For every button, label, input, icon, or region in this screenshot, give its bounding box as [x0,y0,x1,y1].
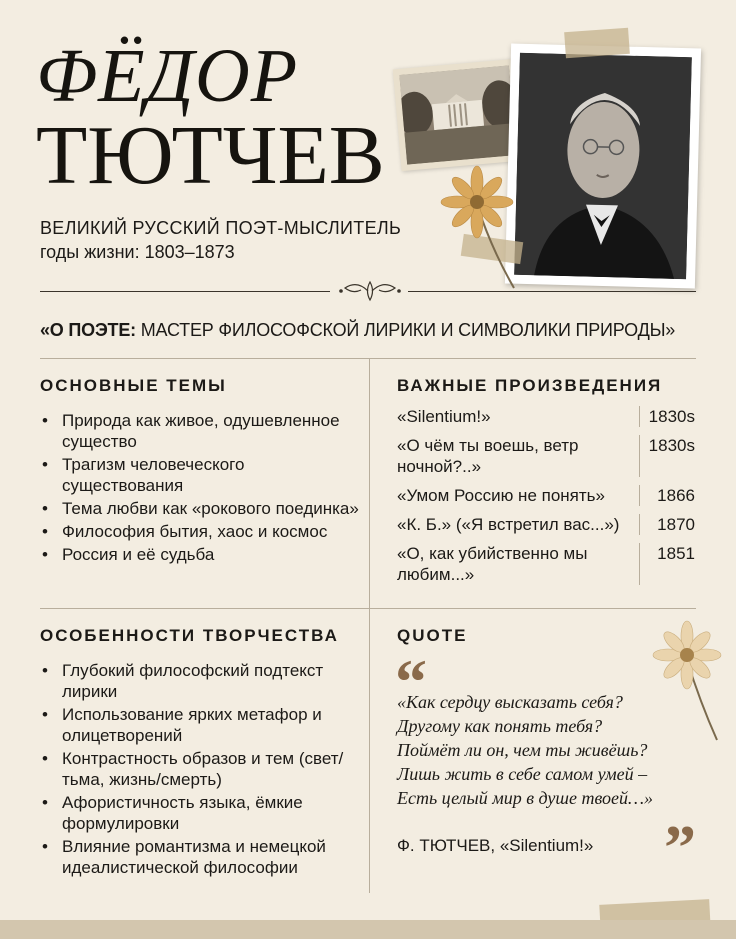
quote-signature: Ф. ТЮТЧЕВ, «Silentium!» [397,836,594,855]
quote-line: Другому как понять тебя? [397,716,603,736]
dried-flower-icon [432,160,522,290]
estate-photo [393,59,523,171]
quote-line: «Как сердцу высказать себя? [397,692,623,712]
list-item: • Влияние романтизма и немецкой идеалистической философии [40,836,365,878]
list-item: • Философия бытия, хаос и космос [40,521,360,542]
quote-line: Поймёт ли он, чем ты живёшь? [397,740,648,760]
list-item: • Использование ярких метафор и олицетворений [40,704,365,746]
work-year: 1830s [639,435,697,477]
bottom-band [0,920,736,939]
work-title: «К. Б.» («Я встретил вас...») [397,515,620,534]
about-label: «О ПОЭТЕ: [40,320,136,340]
list-item: • Контрастность образов и тем (свет/тьма, жизнь/смерть) [40,748,365,790]
poet-subtitle: ВЕЛИКИЙ РУССКИЙ ПОЭТ-МЫСЛИТЕЛЬ [40,218,402,238]
work-title: «Silentium!» [397,407,491,426]
work-title: «О чём ты воешь, ветр ночной?..» [397,436,579,476]
work-year: 1870 [639,514,697,535]
work-row [397,485,697,506]
features-list [40,660,365,880]
works-heading: ВАЖНЫЕ ПРОИЗВЕДЕНИЯ [397,376,663,395]
work-row [397,406,697,427]
section-divider [40,608,696,609]
quote-line: Есть целый мир в душе твоей…» [397,788,654,808]
work-row [397,543,697,585]
work-year: 1851 [639,543,697,585]
work-row [397,514,697,535]
list-item: • Россия и её судьба [40,544,360,565]
quote-text [397,690,653,810]
tape-strip [564,28,630,58]
open-quote-icon: “ [395,646,427,717]
list-item: • Тема любви как «рокового поединка» [40,498,360,519]
poet-portrait [505,44,701,289]
quote-heading: QUOTE [397,626,468,645]
header-divider [40,291,330,292]
about-text: МАСТЕР ФИЛОСОФСКОЙ ЛИРИКИ И СИМВОЛИКИ ПРИРОДЫ» [135,320,676,340]
work-title: «Умом Россию не понять» [397,486,605,505]
work-title: «О, как убийственно мы любим...» [397,544,588,584]
poet-last-name: ТЮТЧЕВ [36,109,385,202]
section-divider [40,358,696,359]
list-item: • Глубокий философский подтекст лирики [40,660,365,702]
close-quote-icon: ” [664,812,696,883]
themes-heading: ОСНОВНЫЕ ТЕМЫ [40,376,227,395]
themes-list [40,410,360,567]
column-divider [369,358,370,893]
works-table [397,406,697,593]
poet-years: годы жизни: 1803–1873 [40,242,235,262]
header-divider [408,291,696,292]
list-item: • Трагизм человеческого существования [40,454,360,496]
work-year: 1866 [639,485,697,506]
list-item: • Природа как живое, одушевленное существо [40,410,360,452]
features-heading: ОСОБЕННОСТИ ТВОРЧЕСТВА [40,626,339,645]
about-poet [40,320,675,341]
work-year: 1830s [639,406,697,427]
work-row [397,435,697,477]
dried-flower-icon [645,612,730,742]
list-item: • Афористичность языка, ёмкие формулировки [40,792,365,834]
quote-line: Лишь жить в себе самом умей – [397,764,648,784]
poet-first-name: ФЁДОР [36,34,299,118]
ornament-icon [335,278,405,304]
